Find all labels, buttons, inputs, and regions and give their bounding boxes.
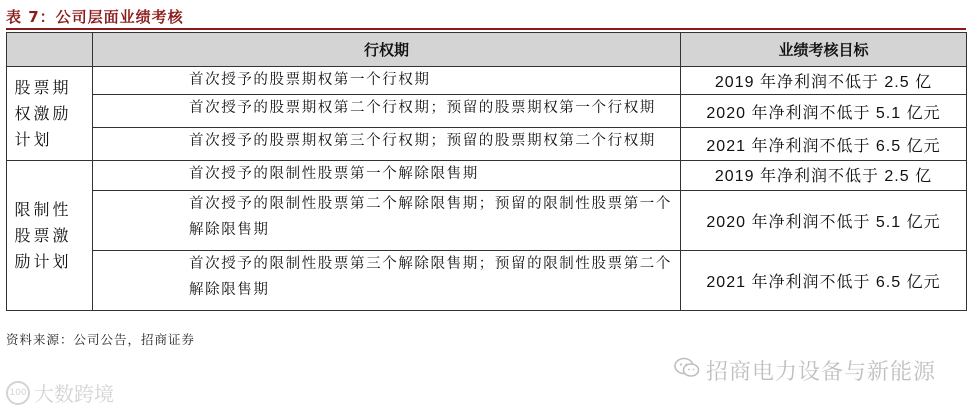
target-cell: 2019 年净利润不低于 2.5 亿 [681, 161, 967, 191]
target-cell: 2020 年净利润不低于 5.1 亿元 [681, 191, 967, 251]
period-cell: 首次授予的限制性股票第一个解除限售期 [93, 161, 681, 191]
watermark-left-text: 大数跨境 [34, 382, 114, 406]
table-row [7, 128, 967, 161]
table-row [7, 67, 967, 95]
plan-name-options [7, 67, 93, 161]
header-target: 业绩考核目标 [681, 33, 967, 67]
plan-name-restricted [7, 161, 93, 311]
period-cell: 首次授予的股票期权第一个行权期 [93, 67, 681, 95]
wechat-icon [674, 357, 700, 385]
table-row [7, 191, 967, 251]
watermark-right [674, 355, 936, 386]
header-row [7, 33, 967, 67]
target-cell: 2021 年净利润不低于 6.5 亿元 [681, 128, 967, 161]
plan-name-text: 限制性股票激励计划 [14, 199, 72, 271]
table-row [7, 251, 967, 311]
watermark-right-text: 招商电力设备与新能源 [706, 360, 937, 385]
period-cell: 首次授予的限制性股票第三个解除限售期；预留的限制性股票第二个解除限售期 [93, 251, 681, 311]
header-period: 行权期 [93, 33, 681, 67]
target-cell: 2020 年净利润不低于 5.1 亿元 [681, 95, 967, 128]
source-note: 资料来源：公司公告，招商证券 [6, 332, 196, 347]
header-plan [7, 33, 93, 67]
title-rule [6, 28, 966, 30]
performance-table [6, 32, 967, 311]
period-cell: 首次授予的股票期权第三个行权期；预留的股票期权第二个行权期 [93, 128, 681, 161]
period-cell: 首次授予的限制性股票第二个解除限售期；预留的限制性股票第一个解除限售期 [93, 191, 681, 251]
plan-name-text: 股票期权激励计划 [14, 77, 72, 149]
target-cell: 2021 年净利润不低于 6.5 亿元 [681, 251, 967, 311]
circle-logo-icon: 100 [6, 381, 30, 405]
table-title: 表 7：公司层面业绩考核 [6, 8, 184, 26]
watermark-left [6, 378, 114, 407]
table-row [7, 161, 967, 191]
period-cell: 首次授予的股票期权第二个行权期；预留的股票期权第一个行权期 [93, 95, 681, 128]
target-cell: 2019 年净利润不低于 2.5 亿 [681, 67, 967, 95]
table-row [7, 95, 967, 128]
